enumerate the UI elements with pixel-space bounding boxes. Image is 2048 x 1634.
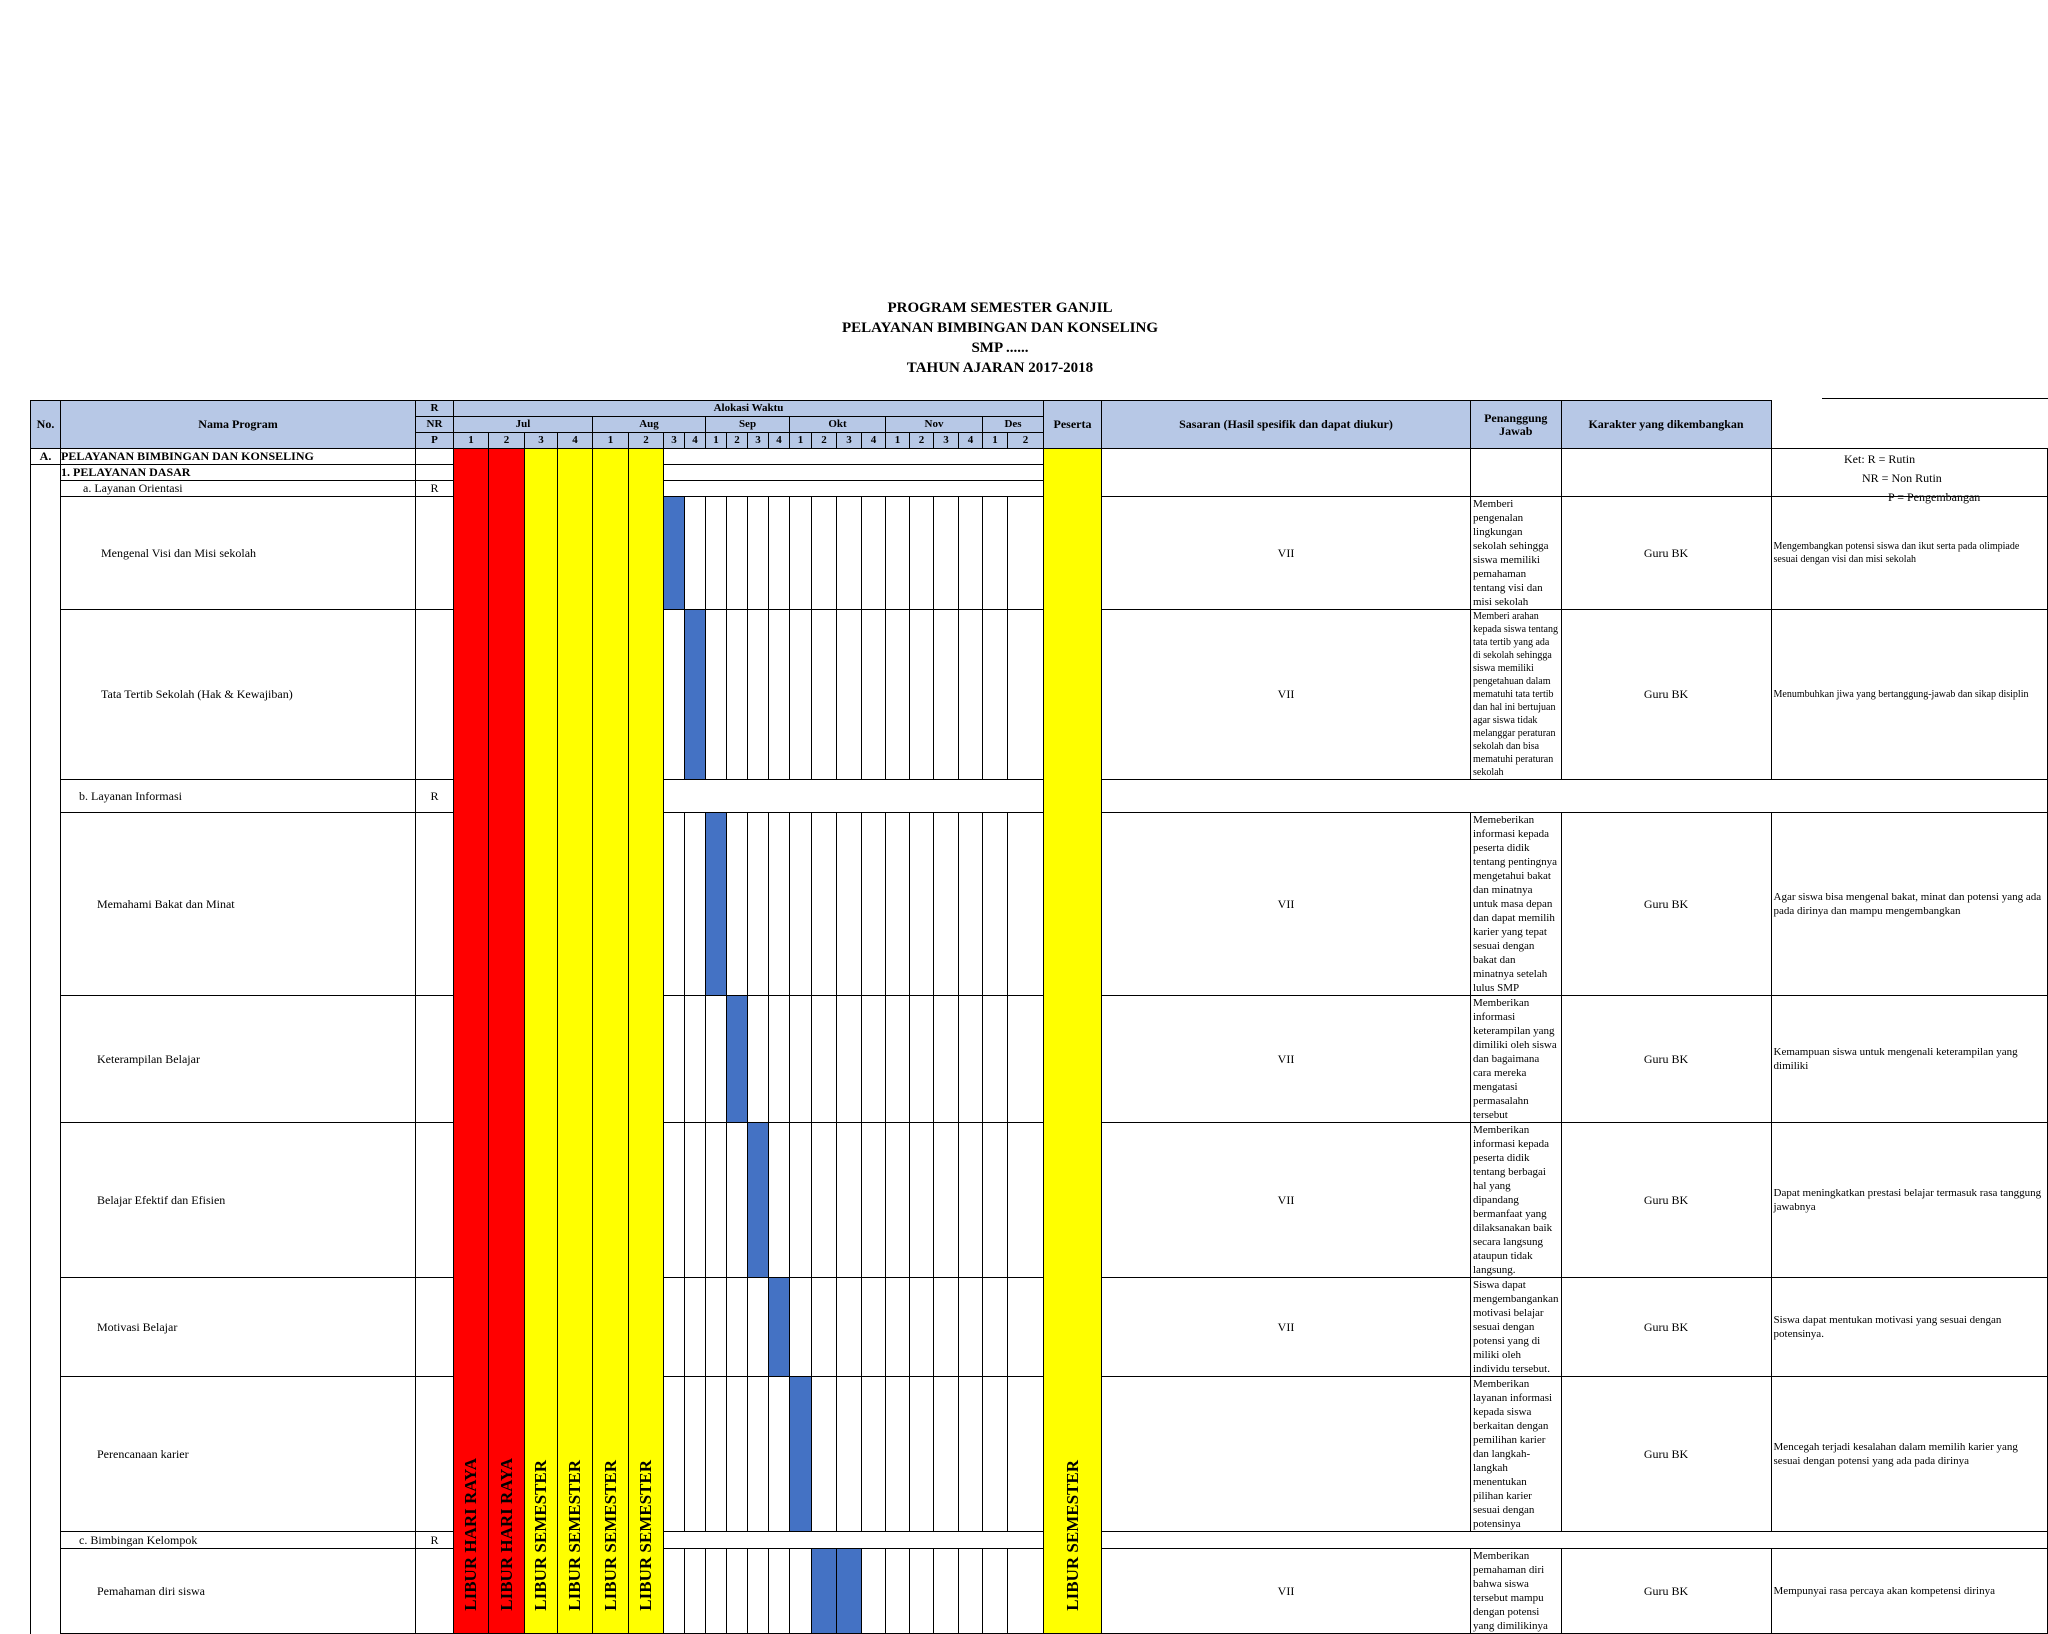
- timeline-cell: [1008, 1377, 1044, 1532]
- header-week: 1: [454, 433, 489, 449]
- holiday-label: LIBUR SEMESTER: [636, 1460, 655, 1611]
- timeline-cell: [706, 1549, 727, 1634]
- timeline-cell: [983, 1377, 1008, 1532]
- timeline-cell: [727, 610, 748, 780]
- number-cell: [31, 780, 61, 813]
- karakter-cell: Menumbuhkan jiwa yang bertanggung-jawab dan sikap disiplin: [1771, 610, 2047, 780]
- number-cell: [31, 465, 61, 481]
- program-table: [30, 400, 2048, 1634]
- libur-hari-raya-2: [489, 449, 525, 1634]
- code-cell: [416, 1377, 454, 1532]
- header-month-aug: Aug: [593, 417, 706, 433]
- timeline-blank: [664, 465, 1044, 481]
- timeline-cell-scheduled: [769, 1278, 790, 1377]
- timeline-cell: [862, 1549, 886, 1634]
- header-week: 1: [790, 433, 812, 449]
- timeline-blank: [664, 780, 1044, 813]
- timeline-cell: [664, 1377, 685, 1532]
- program-name: Belajar Efektif dan Efisien: [61, 1123, 416, 1278]
- timeline-cell: [910, 497, 934, 610]
- timeline-cell: [706, 996, 727, 1123]
- timeline-cell: [862, 1123, 886, 1278]
- document-title-block: [660, 298, 1340, 378]
- sasaran-cell: Memberikan informasi keterampilan yang dimiliki oleh siswa dan bagaimana cara mereka mengatasi permasalahn tersebut: [1471, 996, 1562, 1123]
- timeline-cell: [837, 1278, 862, 1377]
- timeline-cell: [790, 1549, 812, 1634]
- timeline-cell: [812, 1377, 837, 1532]
- penanggung-jawab-cell: Guru BK: [1561, 1278, 1771, 1377]
- timeline-cell: [790, 1123, 812, 1278]
- header-week: 2: [727, 433, 748, 449]
- karakter-cell: [1771, 449, 2047, 497]
- timeline-cell: [748, 1377, 769, 1532]
- program-name: Perencanaan karier: [61, 1377, 416, 1532]
- timeline-cell: [748, 1549, 769, 1634]
- number-cell: [31, 610, 61, 780]
- code-cell: [416, 465, 454, 481]
- timeline-cell-scheduled: [706, 813, 727, 996]
- karakter-cell: Mengembangkan potensi siswa dan ikut serta pada olimpiade sesuai dengan visi dan misi sekolah: [1771, 497, 2047, 610]
- timeline-cell: [910, 1549, 934, 1634]
- timeline-cell: [1008, 497, 1044, 610]
- header-month-okt: Okt: [790, 417, 886, 433]
- timeline-cell: [727, 1377, 748, 1532]
- libur-semester-2: [558, 449, 593, 1634]
- timeline-cell: [769, 497, 790, 610]
- sasaran-cell: Memberikan pemahaman diri bahwa siswa tersebut mampu dengan potensi yang dimilikinya: [1471, 1549, 1562, 1634]
- sasaran-cell: Memberikan informasi kepada peserta didik tentang berbagai hal yang dipandang bermanfaat yang dilaksanakan baik secara langsung ataupun tidak langsung.: [1471, 1123, 1562, 1278]
- timeline-cell: [983, 813, 1008, 996]
- title-line-3: SMP ......: [971, 340, 1029, 356]
- group-title-bimbingan-kelompok: c. Bimbingan Kelompok: [61, 1532, 416, 1549]
- timeline-cell-scheduled: [727, 996, 748, 1123]
- number-cell: [31, 481, 61, 497]
- timeline-cell: [727, 1123, 748, 1278]
- libur-hari-raya-1: [454, 449, 489, 1634]
- holiday-label: LIBUR HARI RAYA: [496, 1458, 516, 1611]
- group-title-informasi: b. Layanan Informasi: [61, 780, 416, 813]
- number-cell: [31, 813, 61, 996]
- header-nr: NR: [416, 417, 454, 433]
- timeline-cell: [790, 497, 812, 610]
- timeline-cell: [664, 1549, 685, 1634]
- header-no: No.: [31, 401, 61, 449]
- timeline-cell: [959, 1549, 983, 1634]
- timeline-cell: [837, 1123, 862, 1278]
- header-week: 1: [593, 433, 629, 449]
- karakter-cell: Dapat meningkatkan prestasi belajar termasuk rasa tanggung jawabnya: [1771, 1123, 2047, 1278]
- section-number: A.: [31, 449, 61, 465]
- timeline-cell: [934, 1278, 959, 1377]
- table-row: [31, 1532, 2048, 1549]
- header-extension-line: [1822, 398, 2048, 399]
- legend-rutin: Ket: R = Rutin: [1844, 452, 1916, 466]
- timeline-cell: [837, 1377, 862, 1532]
- timeline-cell: [812, 497, 837, 610]
- timeline-cell: [727, 813, 748, 996]
- timeline-cell-scheduled: [812, 1549, 837, 1634]
- timeline-cell: [983, 1278, 1008, 1377]
- table-row: [31, 1123, 2048, 1278]
- timeline-cell: [862, 813, 886, 996]
- table-row: [31, 1278, 2048, 1377]
- code-cell: R: [416, 1532, 454, 1549]
- code-cell: [416, 1123, 454, 1278]
- timeline-cell: [790, 996, 812, 1123]
- timeline-blank: [664, 449, 1044, 465]
- header-r: R: [416, 401, 454, 417]
- timeline-cell: [862, 1278, 886, 1377]
- sasaran-cell: Memberi arahan kepada siswa tentang tata tertib yang ada di sekolah sehingga siswa memiliki pengetahuan dalam mematuhi tata tertib dan hal ini bertujuan agar siswa tidak melanggar peraturan sekolah dan bisa mematuhi peraturan sekolah: [1471, 610, 1562, 780]
- timeline-cell: [886, 497, 910, 610]
- timeline-cell: [812, 1278, 837, 1377]
- timeline-cell: [983, 1549, 1008, 1634]
- timeline-cell: [959, 610, 983, 780]
- peserta-cell: VII: [1102, 497, 1471, 610]
- header-month-des: Des: [983, 417, 1044, 433]
- table-row: [31, 610, 2048, 780]
- timeline-cell: [983, 996, 1008, 1123]
- code-cell: R: [416, 481, 454, 497]
- timeline-cell: [959, 1123, 983, 1278]
- program-name: Memahami Bakat dan Minat: [61, 813, 416, 996]
- timeline-cell: [812, 813, 837, 996]
- timeline-cell: [910, 813, 934, 996]
- table-row: [31, 780, 2048, 813]
- timeline-cell: [769, 1549, 790, 1634]
- timeline-cell: [706, 1278, 727, 1377]
- timeline-cell: [748, 1278, 769, 1377]
- code-cell: [416, 996, 454, 1123]
- timeline-cell: [910, 1123, 934, 1278]
- header-week: 1: [706, 433, 727, 449]
- timeline-cell: [934, 1549, 959, 1634]
- header-sasaran: Sasaran (Hasil spesifik dan dapat diukur): [1102, 401, 1471, 449]
- timeline-cell: [983, 1123, 1008, 1278]
- code-cell: [416, 610, 454, 780]
- header-week: 4: [862, 433, 886, 449]
- karakter-cell: Mencegah terjadi kesalahan dalam memilih karier yang sesuai dengan potensi yang ada pada dirinya: [1771, 1377, 2047, 1532]
- header-week: 3: [748, 433, 769, 449]
- section-title: PELAYANAN BIMBINGAN DAN KONSELING: [61, 449, 416, 465]
- header-month-nov: Nov: [886, 417, 983, 433]
- group-title-orientasi: a. Layanan Orientasi: [61, 481, 416, 497]
- timeline-cell: [959, 497, 983, 610]
- timeline-cell: [664, 996, 685, 1123]
- sasaran-cell: [1471, 449, 1562, 497]
- header-week: 3: [934, 433, 959, 449]
- header-week: 4: [558, 433, 593, 449]
- header-week: 4: [685, 433, 706, 449]
- penanggung-jawab-cell: Guru BK: [1561, 497, 1771, 610]
- timeline-cell: [685, 1123, 706, 1278]
- timeline-cell: [886, 1123, 910, 1278]
- header-penanggung-jawab: Penanggung Jawab: [1471, 401, 1562, 449]
- table-row: [31, 813, 2048, 996]
- header-week: 2: [489, 433, 525, 449]
- penanggung-jawab-cell: Guru BK: [1561, 1377, 1771, 1532]
- header-week: 4: [959, 433, 983, 449]
- program-name: Motivasi Belajar: [61, 1278, 416, 1377]
- timeline-cell: [664, 1278, 685, 1377]
- penanggung-jawab-cell: Guru BK: [1561, 610, 1771, 780]
- timeline-cell: [837, 610, 862, 780]
- karakter-cell: Mempunyai rasa percaya akan kompetensi dirinya: [1771, 1549, 2047, 1634]
- libur-semester-end: [1044, 449, 1102, 1634]
- timeline-cell: [886, 996, 910, 1123]
- header-week: 3: [837, 433, 862, 449]
- timeline-cell: [886, 1377, 910, 1532]
- timeline-cell-scheduled: [685, 610, 706, 780]
- timeline-cell: [886, 1278, 910, 1377]
- program-name: Keterampilan Belajar: [61, 996, 416, 1123]
- timeline-cell: [886, 813, 910, 996]
- title-line-2: PELAYANAN BIMBINGAN DAN KONSELING: [841, 320, 1159, 336]
- timeline-cell: [910, 1278, 934, 1377]
- table-row: [31, 1377, 2048, 1532]
- timeline-cell: [727, 1549, 748, 1634]
- number-cell: [31, 1549, 61, 1634]
- timeline-cell: [1008, 813, 1044, 996]
- number-cell: [31, 1123, 61, 1278]
- timeline-cell-scheduled: [664, 497, 685, 610]
- table-row: [31, 497, 2048, 610]
- peserta-cell: VII: [1102, 1123, 1471, 1278]
- program-name: Pemahaman diri siswa: [61, 1549, 416, 1634]
- libur-semester-3: [593, 449, 629, 1634]
- header-week: 2: [910, 433, 934, 449]
- timeline-cell: [790, 1278, 812, 1377]
- timeline-cell: [934, 1123, 959, 1278]
- timeline-cell: [664, 813, 685, 996]
- sasaran-cell: Memeberikan informasi kepada peserta didik tentang pentingnya mengetahui bakat dan minatnya untuk masa depan dan dapat memilih karier yang tepat sesuai dengan bakat dan minatnya setelah lulus SMP: [1471, 813, 1562, 996]
- timeline-cell: [812, 1123, 837, 1278]
- timeline-cell: [706, 610, 727, 780]
- peserta-cell: VII: [1102, 1278, 1471, 1377]
- timeline-cell: [886, 610, 910, 780]
- timeline-cell: [983, 610, 1008, 780]
- number-cell: [31, 497, 61, 610]
- timeline-cell: [769, 610, 790, 780]
- timeline-cell: [862, 497, 886, 610]
- timeline-cell: [664, 610, 685, 780]
- code-cell: [416, 449, 454, 465]
- timeline-blank: [664, 1532, 1044, 1549]
- timeline-cell: [1008, 1278, 1044, 1377]
- peserta-cell: VII: [1102, 813, 1471, 996]
- timeline-cell: [769, 1123, 790, 1278]
- peserta-cell: VII: [1102, 996, 1471, 1123]
- penanggung-jawab-cell: Guru BK: [1561, 1549, 1771, 1634]
- header-p: P: [416, 433, 454, 449]
- timeline-cell: [727, 1278, 748, 1377]
- karakter-cell: Agar siswa bisa mengenal bakat, minat dan potensi yang ada pada dirinya dan mampu mengembangkan: [1771, 813, 2047, 996]
- header-peserta: Peserta: [1044, 401, 1102, 449]
- timeline-cell-scheduled: [837, 1549, 862, 1634]
- program-name: Mengenal Visi dan Misi sekolah: [61, 497, 416, 610]
- penanggung-jawab-cell: Guru BK: [1561, 996, 1771, 1123]
- code-cell: [416, 497, 454, 610]
- timeline-cell-scheduled: [790, 1377, 812, 1532]
- number-cell: [31, 1377, 61, 1532]
- timeline-cell: [685, 1549, 706, 1634]
- table-row: [31, 996, 2048, 1123]
- number-cell: [31, 996, 61, 1123]
- info-blank: [1102, 780, 2048, 813]
- number-cell: [31, 1278, 61, 1377]
- timeline-cell: [1008, 610, 1044, 780]
- karakter-cell: Siswa dapat mentukan motivasi yang sesuai dengan potensinya.: [1771, 1278, 2047, 1377]
- timeline-cell: [910, 996, 934, 1123]
- table-row: [31, 1549, 2048, 1634]
- timeline-cell: [934, 1377, 959, 1532]
- header-week: 3: [664, 433, 685, 449]
- header-karakter: Karakter yang dikembangkan: [1561, 401, 1771, 449]
- timeline-cell: [959, 1278, 983, 1377]
- timeline-cell: [862, 996, 886, 1123]
- header-nama-program: Nama Program: [61, 401, 416, 449]
- timeline-cell: [837, 813, 862, 996]
- timeline-cell: [1008, 1123, 1044, 1278]
- timeline-cell: [685, 1278, 706, 1377]
- code-cell: R: [416, 780, 454, 813]
- timeline-cell: [769, 1377, 790, 1532]
- timeline-cell: [934, 497, 959, 610]
- timeline-cell: [1008, 1549, 1044, 1634]
- header-week: 2: [812, 433, 837, 449]
- timeline-cell: [934, 813, 959, 996]
- code-cell: [416, 1278, 454, 1377]
- timeline-cell: [685, 497, 706, 610]
- legend-non-rutin: NR = Non Rutin: [1862, 471, 1942, 485]
- timeline-cell: [983, 497, 1008, 610]
- penanggung-jawab-cell: Guru BK: [1561, 1123, 1771, 1278]
- subsection-title: 1. PELAYANAN DASAR: [61, 465, 416, 481]
- timeline-cell: [812, 996, 837, 1123]
- holiday-label: LIBUR HARI RAYA: [461, 1458, 480, 1611]
- sasaran-cell: Siswa dapat mengembangankan motivasi belajar sesuai dengan potensi yang di miliki oleh individu tersebut.: [1471, 1278, 1562, 1377]
- libur-semester-4: [629, 449, 664, 1634]
- peserta-cell: [1102, 449, 1471, 497]
- timeline-cell: [837, 996, 862, 1123]
- timeline-cell: [748, 610, 769, 780]
- timeline-cell: [790, 610, 812, 780]
- peserta-cell: VII: [1102, 610, 1471, 780]
- code-cell: [416, 1549, 454, 1634]
- program-name: Tata Tertib Sekolah (Hak & Kewajiban): [61, 610, 416, 780]
- timeline-cell: [1008, 996, 1044, 1123]
- sasaran-cell: Memberikan layanan informasi kepada siswa berkaitan dengan pemilihan karier dan langkah-langkah menentukan pilihan karier sesuai dengan potensinya: [1471, 1377, 1562, 1532]
- header-week: 1: [983, 433, 1008, 449]
- timeline-cell: [706, 1123, 727, 1278]
- timeline-cell: [685, 996, 706, 1123]
- timeline-cell: [862, 610, 886, 780]
- header-week: 3: [525, 433, 558, 449]
- peserta-cell: VII: [1102, 1549, 1471, 1634]
- timeline-cell: [685, 1377, 706, 1532]
- table-row: [31, 449, 2048, 465]
- holiday-label: LIBUR SEMESTER: [531, 1460, 550, 1611]
- timeline-cell: [959, 1377, 983, 1532]
- timeline-cell-scheduled: [748, 1123, 769, 1278]
- timeline-cell: [910, 1377, 934, 1532]
- timeline-cell: [934, 996, 959, 1123]
- timeline-cell: [837, 497, 862, 610]
- timeline-cell: [748, 497, 769, 610]
- timeline-cell: [886, 1549, 910, 1634]
- timeline-cell: [769, 996, 790, 1123]
- timeline-cell: [934, 610, 959, 780]
- timeline-blank: [664, 481, 1044, 497]
- peserta-cell: [1102, 1377, 1471, 1532]
- libur-semester-1: [525, 449, 558, 1634]
- timeline-cell: [959, 813, 983, 996]
- holiday-label: LIBUR SEMESTER: [600, 1460, 620, 1611]
- timeline-cell: [862, 1377, 886, 1532]
- timeline-cell: [664, 1123, 685, 1278]
- penanggung-jawab-cell: Guru BK: [1561, 813, 1771, 996]
- header-alokasi-waktu: Alokasi Waktu: [454, 401, 1044, 417]
- timeline-cell: [769, 813, 790, 996]
- timeline-cell: [790, 813, 812, 996]
- timeline-cell: [685, 813, 706, 996]
- karakter-cell: Kemampuan siswa untuk mengenali keterampilan yang dimiliki: [1771, 996, 2047, 1123]
- holiday-label: LIBUR SEMESTER: [565, 1460, 584, 1611]
- timeline-cell: [910, 610, 934, 780]
- header-week: 4: [769, 433, 790, 449]
- header-month-sep: Sep: [706, 417, 790, 433]
- timeline-cell: [727, 497, 748, 610]
- holiday-label: LIBUR SEMESTER: [1062, 1460, 1082, 1611]
- title-line-1: PROGRAM SEMESTER GANJIL: [887, 300, 1113, 316]
- timeline-cell: [706, 1377, 727, 1532]
- timeline-cell: [959, 996, 983, 1123]
- header-week: 1: [886, 433, 910, 449]
- sasaran-cell: Memberi pengenalan lingkungan sekolah sehingga siswa memiliki pemahaman tentang visi dan misi sekolah: [1471, 497, 1562, 610]
- header-week: 2: [629, 433, 664, 449]
- timeline-cell: [812, 610, 837, 780]
- info-blank: [1102, 1532, 2048, 1549]
- legend-pengembangan: P = Pengembangan: [1888, 490, 1981, 504]
- title-line-4: TAHUN AJARAN 2017-2018: [906, 360, 1094, 376]
- timeline-cell: [748, 813, 769, 996]
- number-cell: [31, 1532, 61, 1549]
- penanggung-jawab-cell: [1561, 449, 1771, 497]
- code-cell: [416, 813, 454, 996]
- header-week: 2: [1008, 433, 1044, 449]
- header-month-jul: Jul: [454, 417, 593, 433]
- timeline-cell: [748, 996, 769, 1123]
- timeline-cell: [706, 497, 727, 610]
